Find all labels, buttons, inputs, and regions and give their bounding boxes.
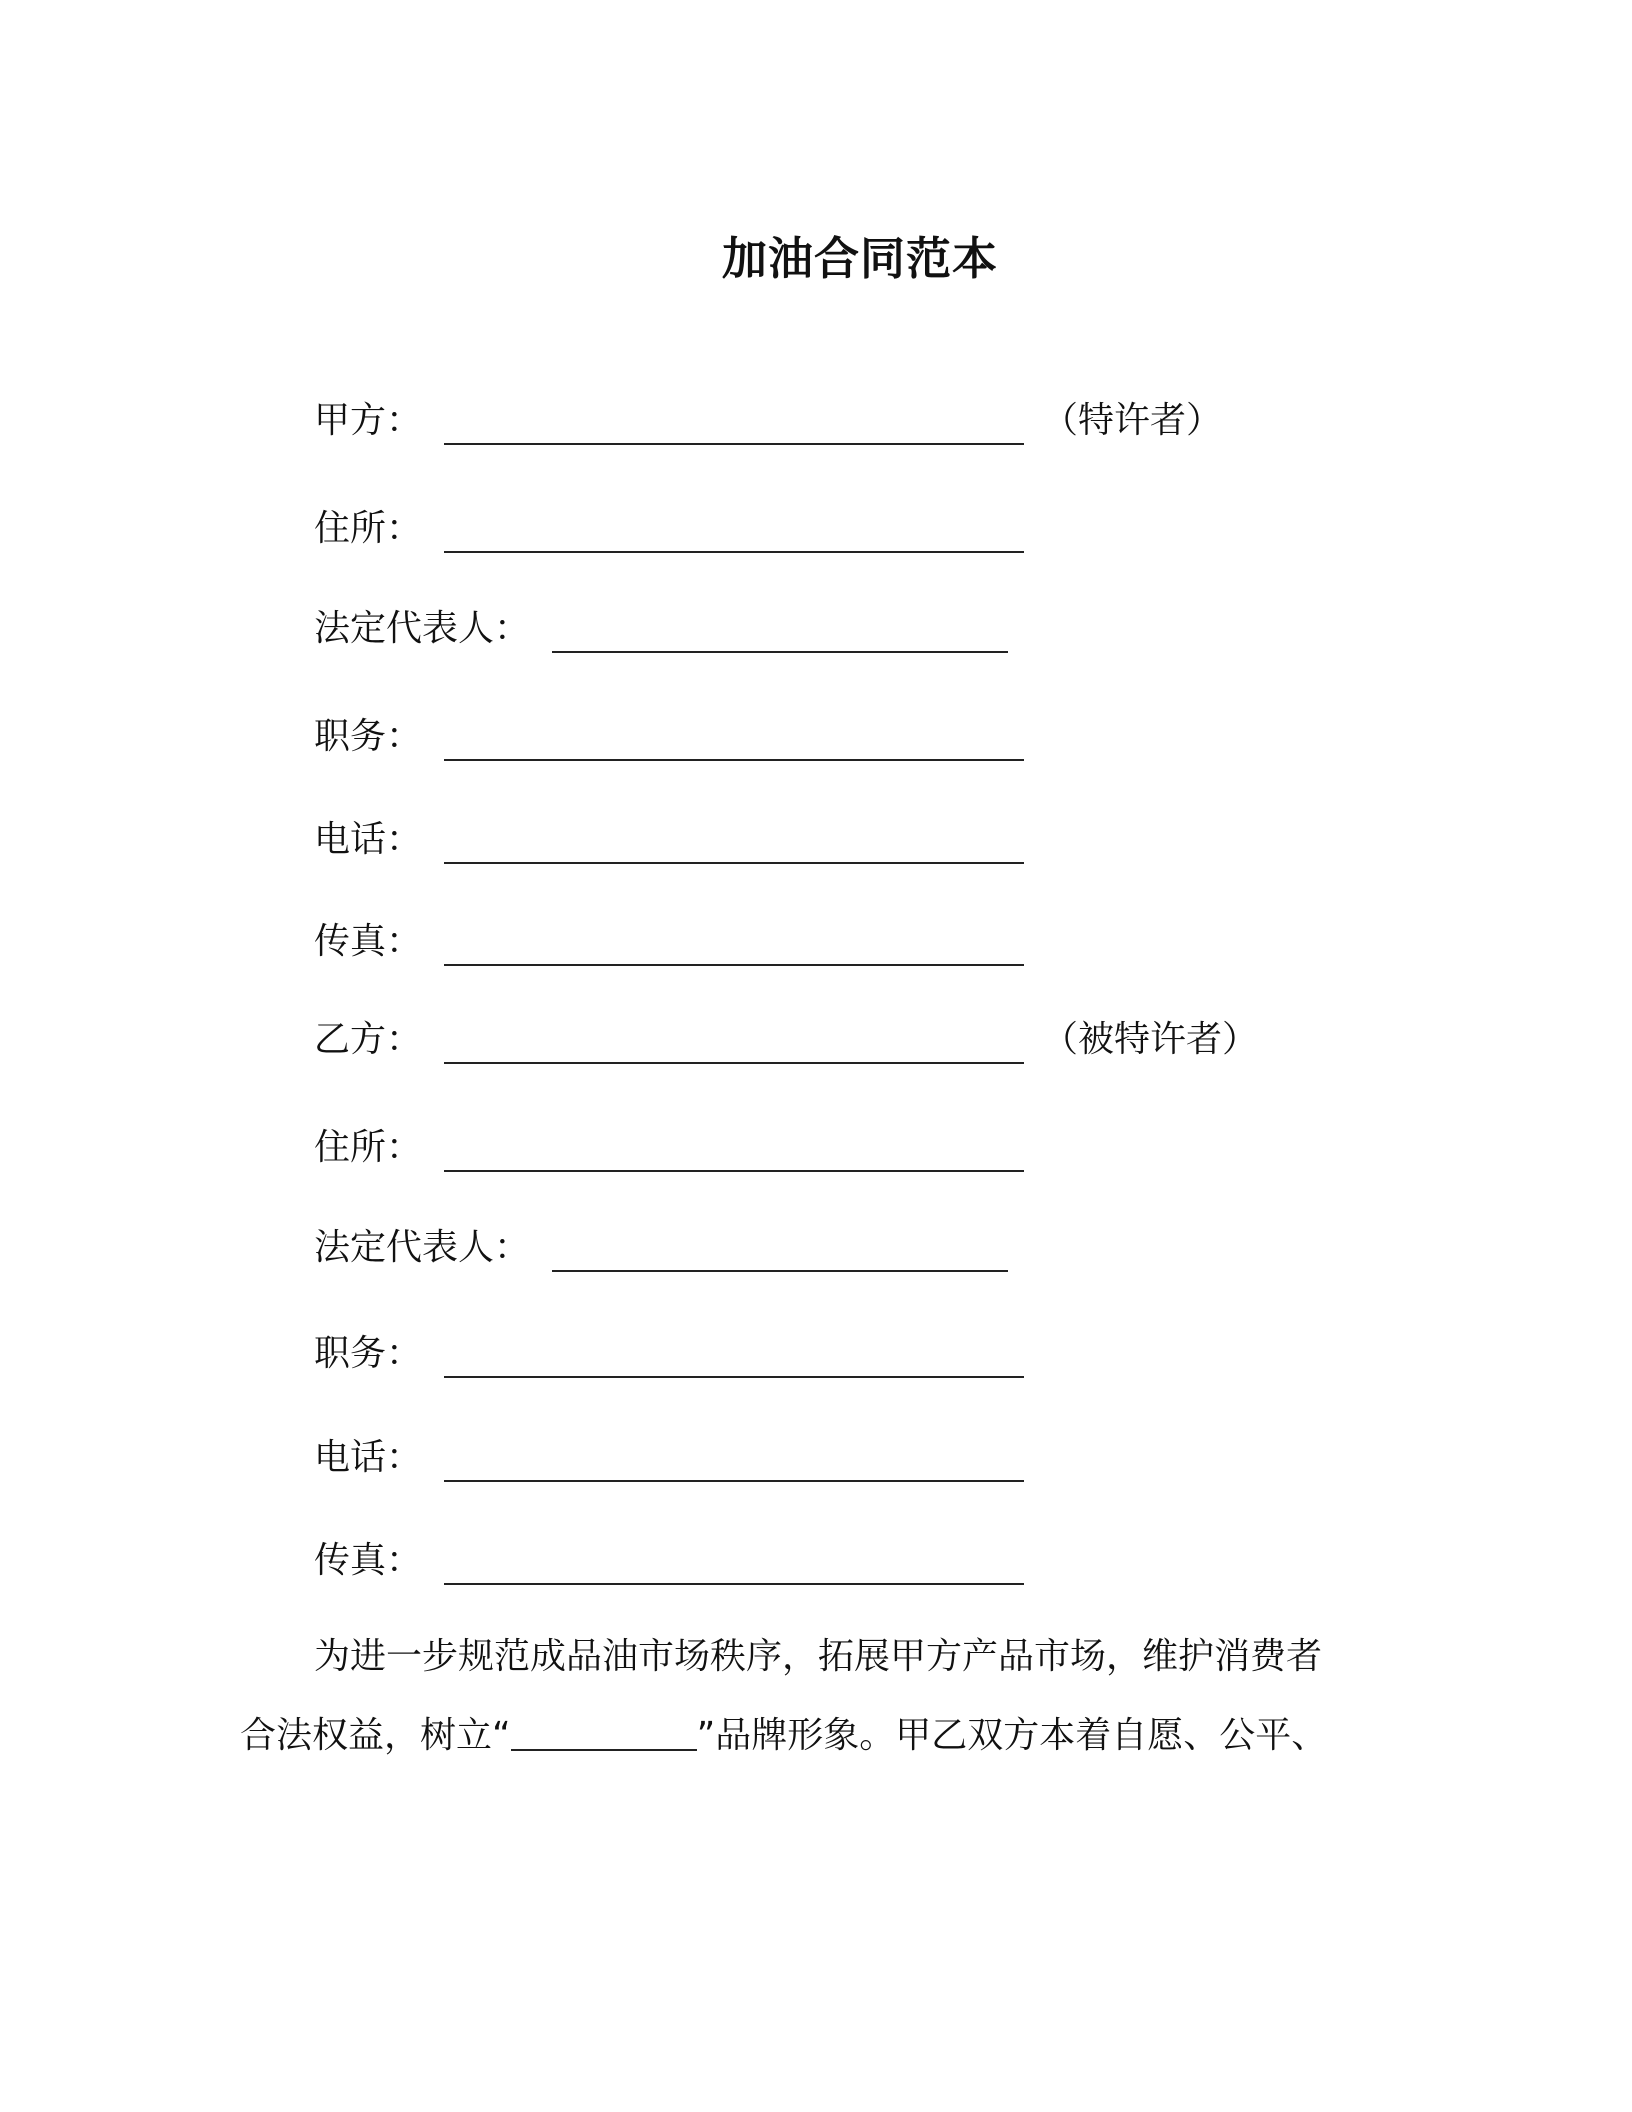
party-b-name-blank[interactable] (444, 1028, 1024, 1064)
preamble-line-2-start: 合法权益，树立“ (240, 1715, 511, 1756)
brand-name-blank[interactable] (511, 1715, 697, 1751)
party-a-address-label: 住所 (314, 508, 387, 549)
party-a-fax-blank[interactable] (444, 930, 1024, 966)
party-a-fax-label: 传真 (314, 921, 387, 962)
colon: ： (386, 1437, 423, 1478)
party-b-position-blank[interactable] (444, 1342, 1024, 1378)
party-b-fax-blank[interactable] (444, 1549, 1024, 1585)
party-a-legal-rep-field (314, 605, 1008, 653)
party-b-position-label: 职务 (314, 1333, 387, 1374)
party-a-position-label: 职务 (314, 716, 387, 757)
party-b-phone-blank[interactable] (444, 1446, 1024, 1482)
party-b-address-label: 住所 (314, 1127, 387, 1168)
colon: ： (494, 1227, 531, 1268)
party-a-phone-field (314, 816, 1024, 864)
party-b-name-field (314, 1016, 1258, 1064)
party-a-phone-label: 电话 (314, 819, 387, 860)
party-a-name-label: 甲方 (314, 400, 387, 441)
preamble-line-2-end: ”品牌形象。甲乙双方本着自愿、公平、 (696, 1715, 1328, 1756)
party-b-position-field (314, 1330, 1024, 1378)
party-a-legal-rep-blank[interactable] (552, 617, 1008, 653)
party-a-fax-field (314, 918, 1024, 966)
party-b-phone-label: 电话 (314, 1437, 387, 1478)
colon: ： (386, 1127, 423, 1168)
colon: ： (386, 921, 423, 962)
party-a-name-field (314, 397, 1222, 445)
colon: ： (386, 400, 423, 441)
preamble-line-1: 为进一步规范成品油市场秩序，拓展甲方产品市场，维护消费者 (314, 1636, 1323, 1677)
party-b-role-note: （被特许者） (1042, 1019, 1259, 1060)
colon: ： (494, 608, 531, 649)
party-b-phone-field (314, 1434, 1024, 1482)
colon: ： (386, 1333, 423, 1374)
document-title: 加油合同范本 (721, 232, 998, 285)
party-a-name-blank[interactable] (444, 409, 1024, 445)
party-a-address-field (314, 505, 1024, 553)
party-a-position-blank[interactable] (444, 725, 1024, 761)
party-a-role-note: （特许者） (1042, 400, 1223, 441)
party-a-legal-rep-label: 法定代表人 (314, 608, 495, 649)
colon: ： (386, 508, 423, 549)
party-b-address-field (314, 1124, 1024, 1172)
party-b-legal-rep-label: 法定代表人 (314, 1227, 495, 1268)
party-b-legal-rep-field (314, 1224, 1008, 1272)
colon: ： (386, 716, 423, 757)
party-b-fax-field (314, 1537, 1024, 1585)
party-a-position-field (314, 713, 1024, 761)
party-b-legal-rep-blank[interactable] (552, 1236, 1008, 1272)
party-a-address-blank[interactable] (444, 517, 1024, 553)
party-a-phone-blank[interactable] (444, 828, 1024, 864)
colon: ： (386, 1019, 423, 1060)
colon: ： (386, 1540, 423, 1581)
party-b-name-label: 乙方 (314, 1019, 387, 1060)
party-b-fax-label: 传真 (314, 1540, 387, 1581)
preamble-line-2 (240, 1711, 1327, 1760)
party-b-address-blank[interactable] (444, 1136, 1024, 1172)
colon: ： (386, 819, 423, 860)
